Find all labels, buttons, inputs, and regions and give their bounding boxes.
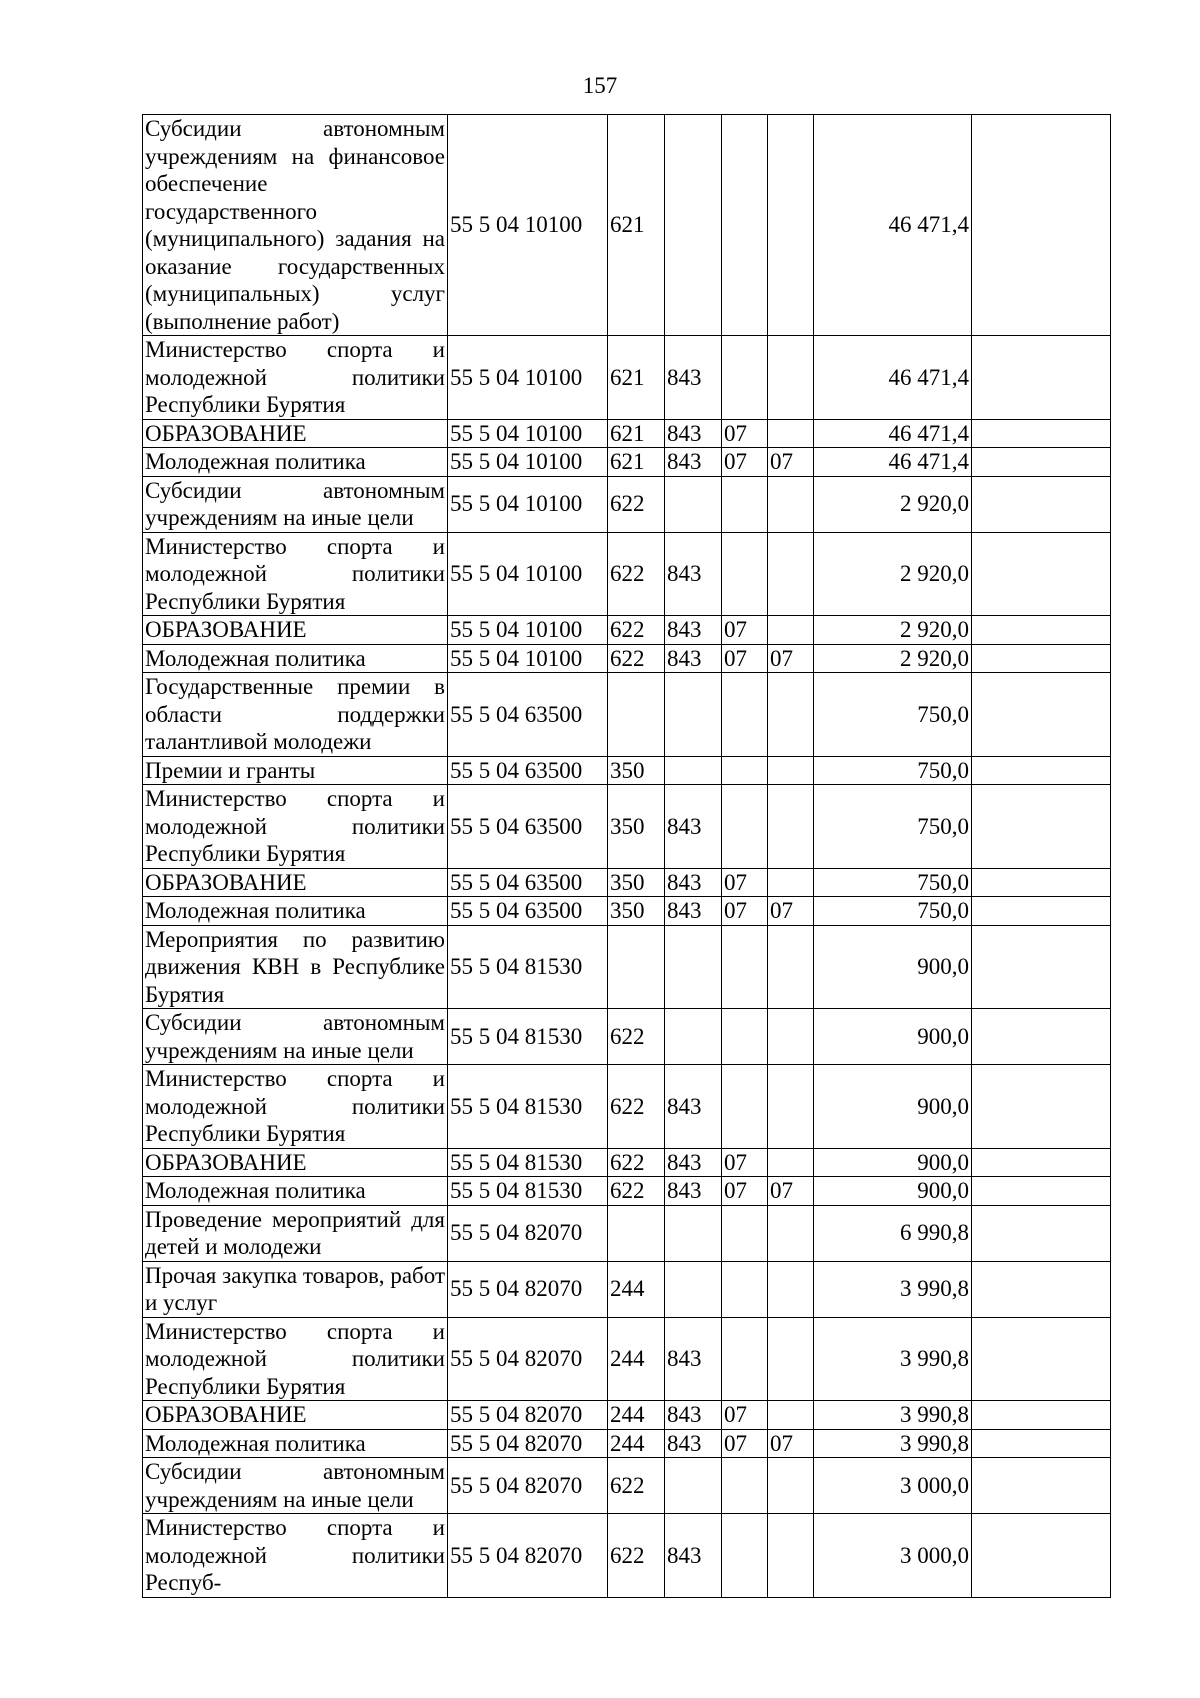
expense-type-cell: 350 xyxy=(608,868,665,897)
section-code-cell xyxy=(722,1009,768,1065)
row-name-cell: Мероприятия по развитию движения КВН в Республике Бурятия xyxy=(143,925,448,1009)
expense-type-cell xyxy=(608,673,665,757)
target-article-cell: 55 5 04 10100 xyxy=(448,476,608,532)
expense-type-cell: 622 xyxy=(608,1177,665,1206)
table-row xyxy=(143,673,1111,757)
amount-cell: 2 920,0 xyxy=(814,644,972,673)
amount-cell: 6 990,8 xyxy=(814,1205,972,1261)
table-row xyxy=(143,419,1111,448)
subsection-code-cell xyxy=(768,616,814,645)
target-article-cell: 55 5 04 10100 xyxy=(448,115,608,336)
empty-cell xyxy=(972,616,1111,645)
row-name-cell: Премии и гранты xyxy=(143,756,448,785)
row-name-cell: Проведение мероприятий для детей и молодежи xyxy=(143,1205,448,1261)
empty-cell xyxy=(972,1429,1111,1458)
expense-type-cell: 622 xyxy=(608,1514,665,1598)
target-article-cell: 55 5 04 81530 xyxy=(448,1009,608,1065)
amount-cell: 46 471,4 xyxy=(814,115,972,336)
subsection-code-cell: 07 xyxy=(768,644,814,673)
amount-cell: 2 920,0 xyxy=(814,616,972,645)
table-row xyxy=(143,616,1111,645)
table-row xyxy=(143,925,1111,1009)
amount-cell: 750,0 xyxy=(814,897,972,926)
subsection-code-cell xyxy=(768,1148,814,1177)
section-code-cell xyxy=(722,925,768,1009)
table-row xyxy=(143,1401,1111,1430)
section-code-cell xyxy=(722,476,768,532)
ministry-code-cell: 843 xyxy=(665,1401,722,1430)
section-code-cell xyxy=(722,1065,768,1149)
section-code-cell xyxy=(722,785,768,869)
expense-type-cell: 622 xyxy=(608,644,665,673)
table-row xyxy=(143,448,1111,477)
row-name-cell: Министерство спорта и молодежной политики Республики Бурятия xyxy=(143,1065,448,1149)
ministry-code-cell: 843 xyxy=(665,616,722,645)
section-code-cell: 07 xyxy=(722,419,768,448)
ministry-code-cell xyxy=(665,1205,722,1261)
amount-cell: 900,0 xyxy=(814,1148,972,1177)
section-code-cell xyxy=(722,336,768,420)
amount-cell: 3 000,0 xyxy=(814,1514,972,1598)
amount-cell: 900,0 xyxy=(814,1065,972,1149)
row-name-cell: Прочая закупка товаров, работ и услуг xyxy=(143,1261,448,1317)
table-row xyxy=(143,785,1111,869)
subsection-code-cell xyxy=(768,476,814,532)
expense-type-cell: 621 xyxy=(608,336,665,420)
target-article-cell: 55 5 04 10100 xyxy=(448,448,608,477)
amount-cell: 750,0 xyxy=(814,785,972,869)
row-name-cell: Министерство спорта и молодежной политики Республики Бурятия xyxy=(143,532,448,616)
ministry-code-cell: 843 xyxy=(665,448,722,477)
target-article-cell: 55 5 04 81530 xyxy=(448,1065,608,1149)
subsection-code-cell xyxy=(768,1458,814,1514)
ministry-code-cell: 843 xyxy=(665,1177,722,1206)
subsection-code-cell xyxy=(768,785,814,869)
target-article-cell: 55 5 04 10100 xyxy=(448,419,608,448)
row-name-cell: Субсидии автономным учреждениям на иные цели xyxy=(143,1458,448,1514)
expense-type-cell: 244 xyxy=(608,1429,665,1458)
ministry-code-cell: 843 xyxy=(665,1429,722,1458)
target-article-cell: 55 5 04 81530 xyxy=(448,1148,608,1177)
empty-cell xyxy=(972,1065,1111,1149)
amount-cell: 900,0 xyxy=(814,1177,972,1206)
expense-type-cell: 622 xyxy=(608,532,665,616)
table-row xyxy=(143,1065,1111,1149)
subsection-code-cell xyxy=(768,1009,814,1065)
subsection-code-cell xyxy=(768,868,814,897)
ministry-code-cell: 843 xyxy=(665,868,722,897)
ministry-code-cell: 843 xyxy=(665,897,722,926)
empty-cell xyxy=(972,1177,1111,1206)
section-code-cell xyxy=(722,756,768,785)
target-article-cell: 55 5 04 10100 xyxy=(448,532,608,616)
ministry-code-cell xyxy=(665,1261,722,1317)
expense-type-cell: 244 xyxy=(608,1401,665,1430)
section-code-cell: 07 xyxy=(722,897,768,926)
table-row xyxy=(143,1458,1111,1514)
target-article-cell: 55 5 04 82070 xyxy=(448,1261,608,1317)
target-article-cell: 55 5 04 82070 xyxy=(448,1317,608,1401)
expense-type-cell: 350 xyxy=(608,897,665,926)
row-name-cell: ОБРАЗОВАНИЕ xyxy=(143,1401,448,1430)
section-code-cell xyxy=(722,115,768,336)
ministry-code-cell: 843 xyxy=(665,1317,722,1401)
empty-cell xyxy=(972,868,1111,897)
amount-cell: 46 471,4 xyxy=(814,336,972,420)
section-code-cell xyxy=(722,673,768,757)
expense-type-cell: 622 xyxy=(608,1009,665,1065)
table-row xyxy=(143,115,1111,336)
ministry-code-cell xyxy=(665,673,722,757)
empty-cell xyxy=(972,1261,1111,1317)
empty-cell xyxy=(972,532,1111,616)
target-article-cell: 55 5 04 82070 xyxy=(448,1401,608,1430)
target-article-cell: 55 5 04 82070 xyxy=(448,1458,608,1514)
table-row xyxy=(143,1261,1111,1317)
expense-type-cell: 622 xyxy=(608,1065,665,1149)
target-article-cell: 55 5 04 63500 xyxy=(448,756,608,785)
section-code-cell xyxy=(722,1205,768,1261)
row-name-cell: Молодежная политика xyxy=(143,644,448,673)
subsection-code-cell xyxy=(768,1065,814,1149)
empty-cell xyxy=(972,925,1111,1009)
row-name-cell: Министерство спорта и молодежной политики Респуб- xyxy=(143,1514,448,1598)
budget-table-body xyxy=(143,115,1111,1598)
section-code-cell xyxy=(722,1514,768,1598)
target-article-cell: 55 5 04 10100 xyxy=(448,616,608,645)
amount-cell: 46 471,4 xyxy=(814,419,972,448)
row-name-cell: ОБРАЗОВАНИЕ xyxy=(143,419,448,448)
target-article-cell: 55 5 04 82070 xyxy=(448,1429,608,1458)
empty-cell xyxy=(972,476,1111,532)
table-row xyxy=(143,1205,1111,1261)
table-row xyxy=(143,1429,1111,1458)
section-code-cell: 07 xyxy=(722,644,768,673)
expense-type-cell: 621 xyxy=(608,419,665,448)
row-name-cell: Министерство спорта и молодежной политики Республики Бурятия xyxy=(143,785,448,869)
amount-cell: 3 990,8 xyxy=(814,1261,972,1317)
expense-type-cell xyxy=(608,1205,665,1261)
empty-cell xyxy=(972,115,1111,336)
empty-cell xyxy=(972,897,1111,926)
row-name-cell: Субсидии автономным учреждениям на финансовое обеспечение государственного (муниципального) задания на оказание государственных (муниципальных) услуг (выполнение работ) xyxy=(143,115,448,336)
empty-cell xyxy=(972,673,1111,757)
row-name-cell: ОБРАЗОВАНИЕ xyxy=(143,1148,448,1177)
table-row xyxy=(143,1148,1111,1177)
amount-cell: 900,0 xyxy=(814,1009,972,1065)
subsection-code-cell xyxy=(768,419,814,448)
ministry-code-cell: 843 xyxy=(665,532,722,616)
amount-cell: 3 990,8 xyxy=(814,1317,972,1401)
empty-cell xyxy=(972,1317,1111,1401)
section-code-cell: 07 xyxy=(722,1401,768,1430)
row-name-cell: Молодежная политика xyxy=(143,1429,448,1458)
table-row xyxy=(143,336,1111,420)
subsection-code-cell xyxy=(768,532,814,616)
subsection-code-cell xyxy=(768,1514,814,1598)
row-name-cell: Субсидии автономным учреждениям на иные цели xyxy=(143,476,448,532)
empty-cell xyxy=(972,1401,1111,1430)
ministry-code-cell: 843 xyxy=(665,336,722,420)
amount-cell: 3 000,0 xyxy=(814,1458,972,1514)
expense-type-cell: 244 xyxy=(608,1261,665,1317)
section-code-cell: 07 xyxy=(722,1177,768,1206)
empty-cell xyxy=(972,785,1111,869)
row-name-cell: ОБРАЗОВАНИЕ xyxy=(143,616,448,645)
empty-cell xyxy=(972,448,1111,477)
table-row xyxy=(143,532,1111,616)
amount-cell: 3 990,8 xyxy=(814,1429,972,1458)
target-article-cell: 55 5 04 82070 xyxy=(448,1205,608,1261)
row-name-cell: Молодежная политика xyxy=(143,1177,448,1206)
empty-cell xyxy=(972,1514,1111,1598)
row-name-cell: Молодежная политика xyxy=(143,897,448,926)
empty-cell xyxy=(972,1458,1111,1514)
subsection-code-cell: 07 xyxy=(768,448,814,477)
subsection-code-cell xyxy=(768,1401,814,1430)
empty-cell xyxy=(972,644,1111,673)
empty-cell xyxy=(972,756,1111,785)
subsection-code-cell xyxy=(768,1261,814,1317)
section-code-cell: 07 xyxy=(722,1148,768,1177)
budget-table xyxy=(142,114,1111,1598)
table-row xyxy=(143,1514,1111,1598)
subsection-code-cell xyxy=(768,673,814,757)
section-code-cell: 07 xyxy=(722,868,768,897)
subsection-code-cell xyxy=(768,1205,814,1261)
section-code-cell: 07 xyxy=(722,616,768,645)
section-code-cell xyxy=(722,1261,768,1317)
amount-cell: 2 920,0 xyxy=(814,532,972,616)
table-row xyxy=(143,1317,1111,1401)
amount-cell: 750,0 xyxy=(814,673,972,757)
ministry-code-cell xyxy=(665,925,722,1009)
ministry-code-cell: 843 xyxy=(665,644,722,673)
ministry-code-cell xyxy=(665,756,722,785)
subsection-code-cell: 07 xyxy=(768,1429,814,1458)
subsection-code-cell xyxy=(768,925,814,1009)
target-article-cell: 55 5 04 63500 xyxy=(448,897,608,926)
table-row xyxy=(143,897,1111,926)
amount-cell: 900,0 xyxy=(814,925,972,1009)
ministry-code-cell xyxy=(665,1009,722,1065)
table-row xyxy=(143,1177,1111,1206)
amount-cell: 2 920,0 xyxy=(814,476,972,532)
target-article-cell: 55 5 04 63500 xyxy=(448,785,608,869)
row-name-cell: Молодежная политика xyxy=(143,448,448,477)
expense-type-cell: 244 xyxy=(608,1317,665,1401)
subsection-code-cell xyxy=(768,336,814,420)
amount-cell: 750,0 xyxy=(814,756,972,785)
table-row xyxy=(143,476,1111,532)
expense-type-cell: 622 xyxy=(608,476,665,532)
table-row xyxy=(143,644,1111,673)
amount-cell: 46 471,4 xyxy=(814,448,972,477)
empty-cell xyxy=(972,336,1111,420)
section-code-cell xyxy=(722,532,768,616)
target-article-cell: 55 5 04 63500 xyxy=(448,868,608,897)
subsection-code-cell: 07 xyxy=(768,897,814,926)
ministry-code-cell: 843 xyxy=(665,419,722,448)
table-row xyxy=(143,756,1111,785)
subsection-code-cell xyxy=(768,756,814,785)
expense-type-cell: 621 xyxy=(608,448,665,477)
empty-cell xyxy=(972,1205,1111,1261)
expense-type-cell: 350 xyxy=(608,756,665,785)
row-name-cell: Государственные премии в области поддержки талантливой молодежи xyxy=(143,673,448,757)
empty-cell xyxy=(972,419,1111,448)
target-article-cell: 55 5 04 63500 xyxy=(448,673,608,757)
target-article-cell: 55 5 04 81530 xyxy=(448,1177,608,1206)
target-article-cell: 55 5 04 10100 xyxy=(448,336,608,420)
ministry-code-cell xyxy=(665,1458,722,1514)
ministry-code-cell xyxy=(665,115,722,336)
expense-type-cell: 622 xyxy=(608,1148,665,1177)
table-row xyxy=(143,1009,1111,1065)
row-name-cell: Министерство спорта и молодежной политики Республики Бурятия xyxy=(143,336,448,420)
ministry-code-cell: 843 xyxy=(665,1514,722,1598)
ministry-code-cell: 843 xyxy=(665,785,722,869)
expense-type-cell: 621 xyxy=(608,115,665,336)
row-name-cell: ОБРАЗОВАНИЕ xyxy=(143,868,448,897)
section-code-cell: 07 xyxy=(722,1429,768,1458)
subsection-code-cell xyxy=(768,1317,814,1401)
subsection-code-cell xyxy=(768,115,814,336)
subsection-code-cell: 07 xyxy=(768,1177,814,1206)
section-code-cell xyxy=(722,1317,768,1401)
row-name-cell: Субсидии автономным учреждениям на иные цели xyxy=(143,1009,448,1065)
amount-cell: 3 990,8 xyxy=(814,1401,972,1430)
section-code-cell xyxy=(722,1458,768,1514)
amount-cell: 750,0 xyxy=(814,868,972,897)
expense-type-cell xyxy=(608,925,665,1009)
table-row xyxy=(143,868,1111,897)
expense-type-cell: 350 xyxy=(608,785,665,869)
empty-cell xyxy=(972,1009,1111,1065)
ministry-code-cell: 843 xyxy=(665,1065,722,1149)
section-code-cell: 07 xyxy=(722,448,768,477)
target-article-cell: 55 5 04 10100 xyxy=(448,644,608,673)
row-name-cell: Министерство спорта и молодежной политики Республики Бурятия xyxy=(143,1317,448,1401)
expense-type-cell: 622 xyxy=(608,616,665,645)
ministry-code-cell xyxy=(665,476,722,532)
page-number: 157 xyxy=(582,73,618,98)
expense-type-cell: 622 xyxy=(608,1458,665,1514)
target-article-cell: 55 5 04 82070 xyxy=(448,1514,608,1598)
empty-cell xyxy=(972,1148,1111,1177)
target-article-cell: 55 5 04 81530 xyxy=(448,925,608,1009)
ministry-code-cell: 843 xyxy=(665,1148,722,1177)
